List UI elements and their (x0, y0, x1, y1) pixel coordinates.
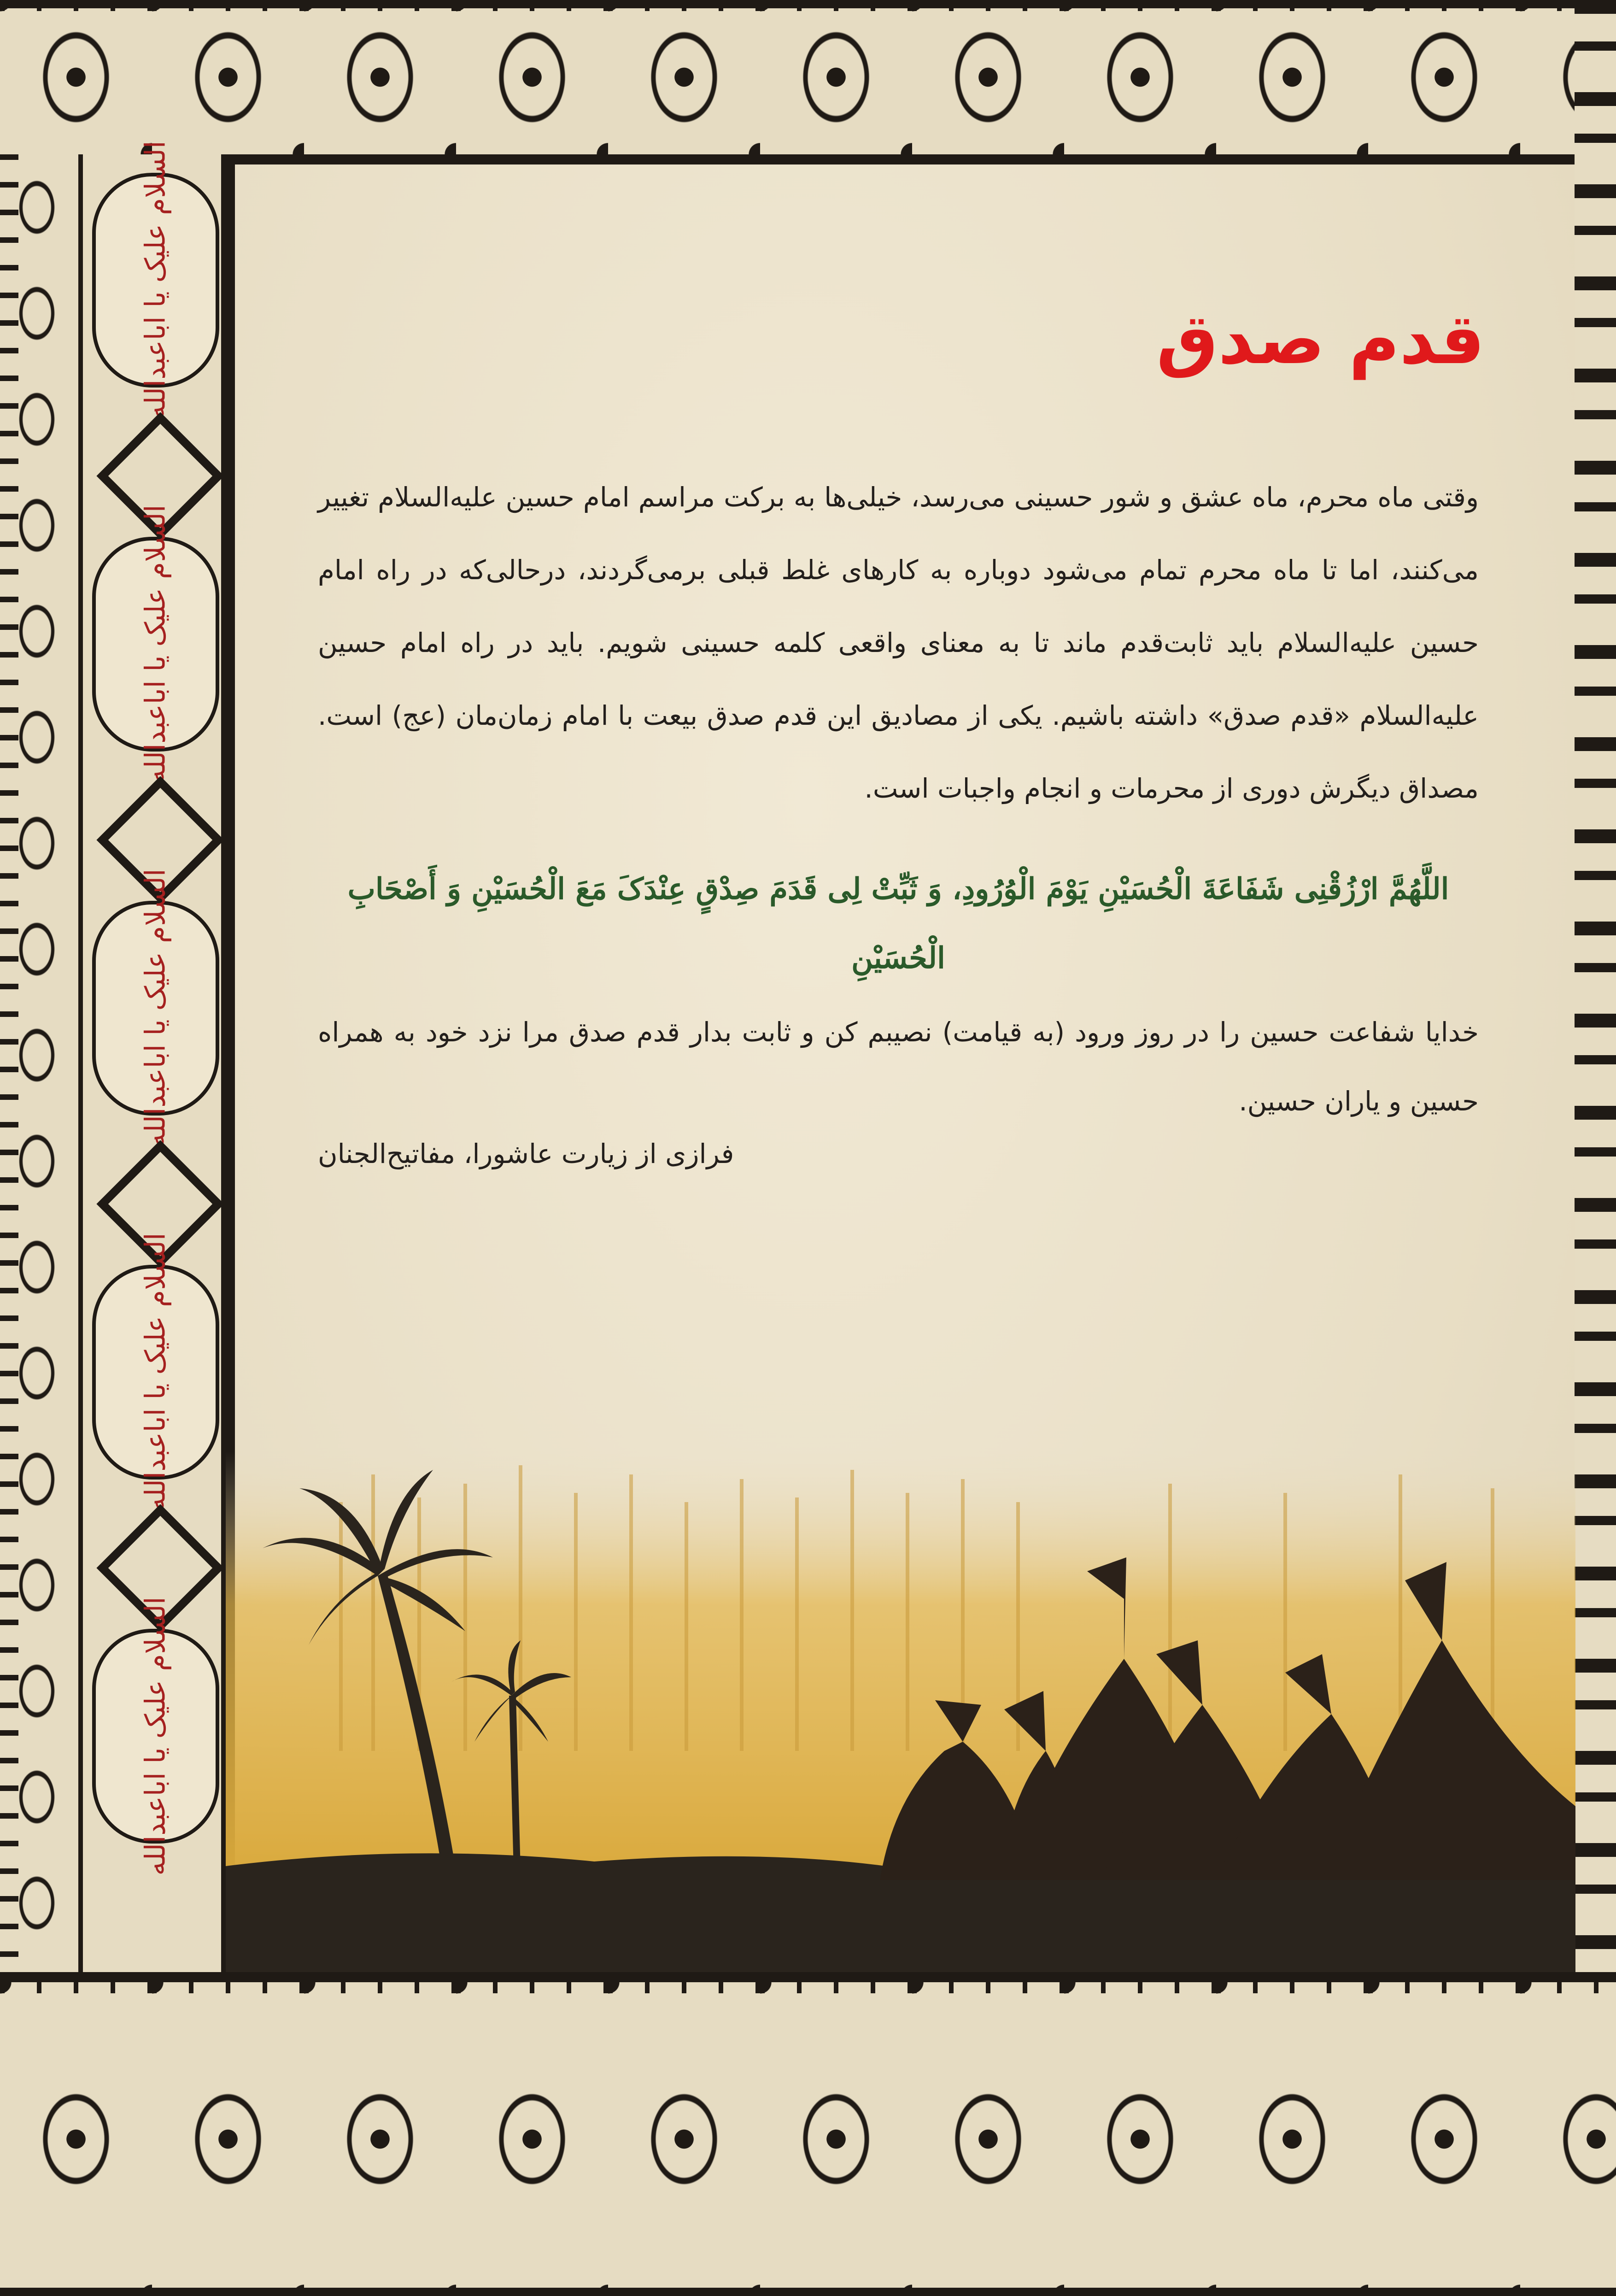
calligraphy-cartouche (92, 141, 219, 420)
prayer-arabic: اللَّهُمَّ ارْزُقْنِی شَفَاعَةَ الْحُسَیْنِ یَوْمَ الْوُرُودِ، وَ ثَبِّتْ لِی قَدَمَ صِدْقٍ عِنْدَکَ مَعَ الْحُسَیْنِ وَ أَصْحَابِ الْحُسَیْنِ (347, 872, 1449, 975)
page-title: قدم صدق (1156, 299, 1485, 380)
calligraphy-cartouche (92, 869, 219, 1148)
ground (226, 1871, 1575, 1981)
calligraphy-cartouche (92, 1233, 219, 1512)
karbala-scene (226, 1382, 1575, 1981)
border-pattern-strip (0, 154, 74, 1972)
calligraphy-text: السلام علیک یا اباعبدالله (140, 869, 172, 1148)
prayer-translation: خدایا شفاعت حسین را در روز ورود (به قیامت) نصیبم کن و ثابت بدار قدم صدق مرا نزد خود به همراه حسین و یاران حسین. (318, 1016, 1479, 1117)
source-citation: فرازی از زیارت عاشورا، مفاتیح‌الجنان (318, 1138, 734, 1169)
ornamental-border-bottom (0, 1972, 1616, 2296)
calligraphy-text: السلام علیک یا اباعبدالله (140, 1597, 172, 1876)
ornamental-border-top (0, 0, 1616, 164)
calligraphy-text: السلام علیک یا اباعبدالله (140, 505, 172, 784)
calligraphy-cartouche (92, 505, 219, 784)
calligraphy-text: السلام علیک یا اباعبدالله (140, 141, 172, 420)
calligraphy-panel (78, 141, 226, 1972)
calligraphy-cartouche (92, 1597, 219, 1876)
ornamental-border-right (1575, 0, 1616, 2286)
ornamental-border-left (0, 141, 235, 1972)
calligraphy-text: السلام علیک یا اباعبدالله (140, 1233, 172, 1512)
body-paragraph: وقتی ماه محرم، ماه عشق و شور حسینی می‌رسد، خیلی‌ها به برکت مراسم امام حسین علیه‌السلام تغییر می‌کنند، اما تا ماه محرم تمام می‌شود دوباره به کارهای غلط قبلی برمی‌گردند، درحالی‌که در راه امام حسین علیه‌السلام باید ثابت‌قدم ماند تا به معنای واقعی کلمه حسینی شویم. باید در راه امام حسین علیه‌السلام «قدم صدق» داشته باشیم. یکی از مصادیق این قدم صدق بیعت با امام زمان‌مان (عج) است. مصداق دیگرش دوری از محرمات و انجام واجبات است. (318, 482, 1479, 804)
